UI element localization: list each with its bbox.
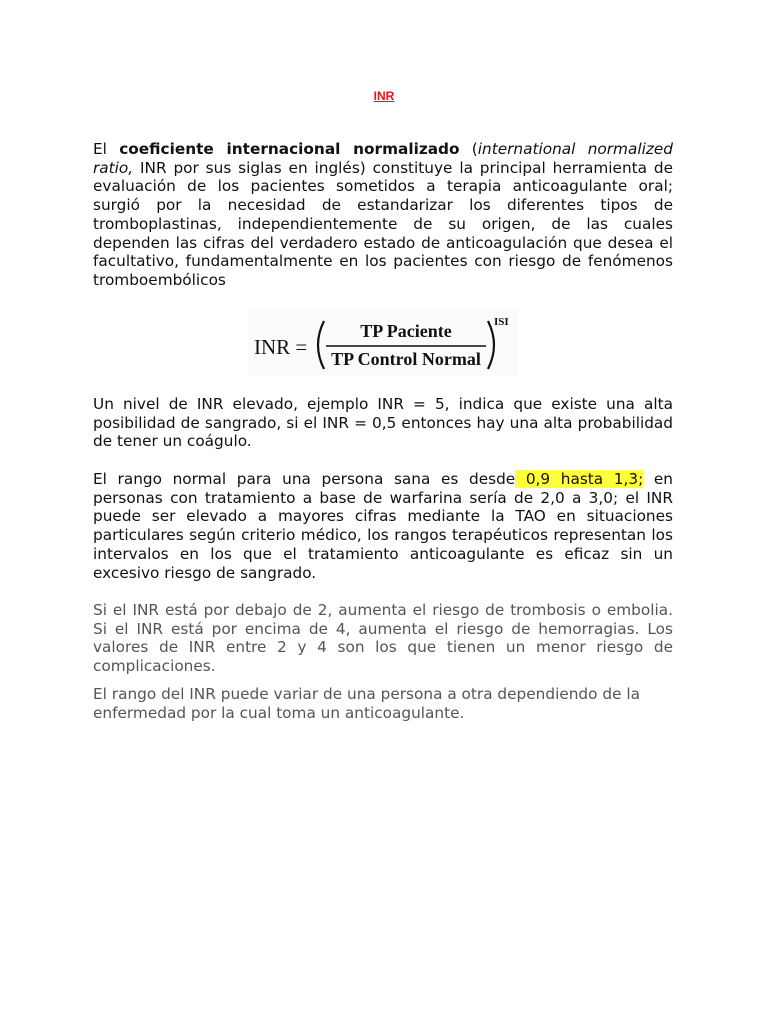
formula-numerator: TP Paciente [360,321,452,341]
normal-range-text-start: El rango normal para una persona sana es desde [93,470,516,488]
page-title: INR [373,89,395,103]
intro-paren-open: ( [459,140,478,158]
normal-range-text-rest: en personas con tratamiento a base de warfarina sería de 2,0 a 3,0; el INR puede ser elevado a mayores cifras mediante la TAO en situaciones particulares según criterio médico, los rangos terapéuticos representan los intervalos en los que el tratamiento anticoagulante es eficaz sin un excesivo riesgo de sangrado. [93,470,674,582]
intro-paragraph [93,140,673,290]
intro-italic-term: international normalized ratio, [93,140,673,177]
risk-paragraph: Si el INR está por debajo de 2, aumenta el riesgo de trombosis o embolia. Si el INR está por encima de 4, aumenta el riesgo de hemorragias. Los valores de INR entre 2 y 4 son los que tienen un menor riesgo de complicaciones. [93,601,673,676]
formula-left-paren [318,321,324,369]
intro-bold-term: coeficiente internacional normalizado [119,140,460,158]
elevated-inr-paragraph: Un nivel de INR elevado, ejemplo INR = 5, indica que existe una alta posibilidad de sangrado, si el INR = 0,5 entonces hay una alta probabilidad de tener un coágulo. [93,395,673,451]
formula-lhs: INR = [254,335,308,359]
inr-formula [248,309,518,375]
intro-text-rest: INR por sus siglas en inglés) constituye la principal herramienta de evaluación de los pacientes sometidos a terapia anticoagulante oral; surgió por la necesidad de estandarizar los diferentes tipos de tromboplastinas, independientemente de su origen, de las cuales dependen las cifras del verdadero estado de anticoagulación que desea el facultativo, fundamentalmente en los pacientes con riesgo de fenómenos tromboembólicos [93,158,673,289]
formula-right-paren [488,321,494,369]
intro-text-start: El [93,140,120,158]
normal-range-highlight: 0,9 hasta 1,3; [515,470,644,488]
formula-exponent: ISI [494,316,509,328]
formula-denominator: TP Control Normal [331,349,481,369]
normal-range-paragraph [93,470,673,582]
variation-paragraph: El rango del INR puede variar de una persona a otra dependiendo de la enfermedad por la cual toma un anticoagulante. [93,685,640,722]
